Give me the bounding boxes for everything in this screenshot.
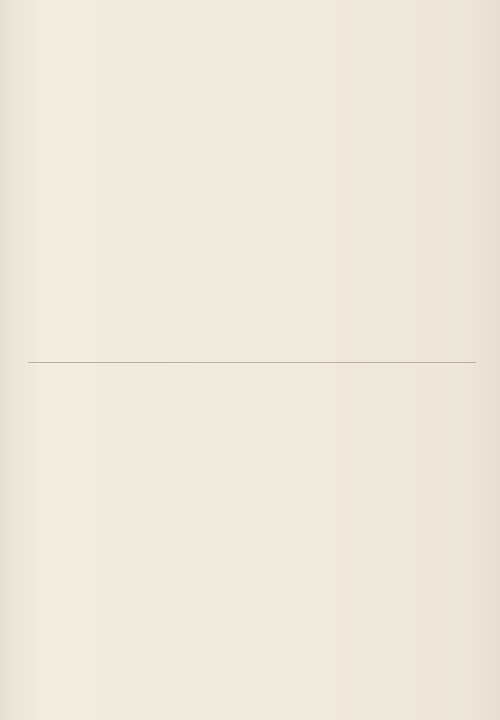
bottom-text-tier [28, 372, 476, 692]
tier-divider [28, 362, 476, 363]
top-text-tier [28, 8, 476, 354]
